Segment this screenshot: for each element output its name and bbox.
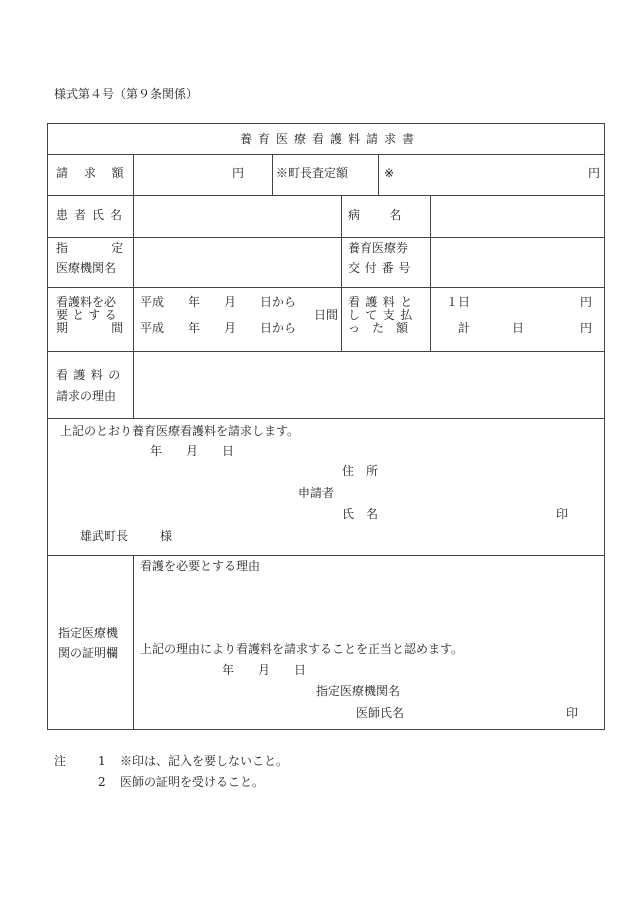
period-to-date: 平成 年 月 日から <box>140 321 297 335</box>
form-number: 様式第４号（第９条関係） <box>54 87 199 101</box>
col-divider <box>133 154 134 418</box>
note-text: 医師の証明を受けること。 <box>120 775 265 789</box>
certification-label-line2: 関の証明欄 <box>58 646 119 660</box>
col-divider <box>430 195 431 351</box>
row-divider <box>48 351 605 352</box>
paid-label-line2: して支払 <box>348 308 418 322</box>
note-number: 1 <box>98 754 106 768</box>
row-divider <box>48 195 605 196</box>
address-label: 住 所 <box>342 464 379 478</box>
office-use-mark: ※ <box>384 166 395 180</box>
row-divider <box>48 418 605 419</box>
row-divider <box>48 287 605 288</box>
period-label-line3: 期 間 <box>56 321 126 335</box>
applicant-seal: 印 <box>556 507 569 521</box>
certification-statement: 上記の理由により看護料を請求することを正当と認めます。 <box>140 642 464 656</box>
institution-label-line1: 指 定 <box>56 241 126 255</box>
nursing-reason-heading: 看護を必要とする理由 <box>140 559 261 573</box>
col-divider <box>133 555 134 730</box>
assessed-amount-label: ※町長査定額 <box>276 166 349 180</box>
row-divider <box>48 237 605 238</box>
row-divider <box>48 154 605 155</box>
period-label-line1: 看護料を必 <box>56 295 117 309</box>
col-divider <box>378 154 379 195</box>
disease-name-label: 病 名 <box>348 208 404 222</box>
institution-label-line2: 医療機関名 <box>56 261 117 275</box>
form-title: 養育医療看護料請求書 <box>240 132 421 146</box>
ticket-label-line2: 交付番号 <box>348 261 416 275</box>
claim-amount-label: 請 求 額 <box>56 166 130 180</box>
institution-name-label: 指定医療機関名 <box>316 684 401 698</box>
per-day-label: １日 <box>446 295 471 309</box>
addressee: 雄武町長 <box>80 529 129 543</box>
yen-unit: 円 <box>580 295 593 309</box>
period-label-line2: 要とする <box>56 308 121 322</box>
ticket-label-line1: 養育医療券 <box>348 241 409 255</box>
certification-label-line1: 指定医療機 <box>58 626 119 640</box>
day-unit: 日 <box>512 321 525 335</box>
total-label: 計 <box>458 321 471 335</box>
addressee-honorific: 様 <box>160 529 173 543</box>
note-number: 2 <box>98 775 106 789</box>
note-text: ※印は、記入を要しないこと。 <box>120 754 289 768</box>
yen-unit: 円 <box>588 166 601 180</box>
period-days-unit: 日間 <box>314 308 339 322</box>
doctor-seal: 印 <box>566 706 579 720</box>
period-from-date: 平成 年 月 日から <box>140 295 297 309</box>
col-divider <box>272 154 273 195</box>
applicant-label: 申請者 <box>298 486 335 500</box>
yen-unit: 円 <box>232 166 245 180</box>
paid-label-line3: っ た 額 <box>348 321 409 335</box>
notes-prefix: 注 <box>54 754 67 768</box>
reason-label-line1: 看護料の <box>56 368 126 382</box>
col-divider <box>341 195 342 351</box>
row-divider <box>48 555 605 556</box>
certification-date: 年 月 日 <box>222 663 307 677</box>
doctor-name-label: 医師氏名 <box>356 706 405 720</box>
application-date: 年 月 日 <box>150 444 235 458</box>
application-statement: 上記のとおり養育医療看護料を請求します。 <box>60 424 300 438</box>
applicant-name-label: 氏 名 <box>342 507 379 521</box>
yen-unit: 円 <box>580 321 593 335</box>
reason-label-line2: 請求の理由 <box>56 389 117 403</box>
patient-name-label: 患者氏名 <box>56 208 129 222</box>
paid-label-line1: 看護料と <box>348 295 418 309</box>
